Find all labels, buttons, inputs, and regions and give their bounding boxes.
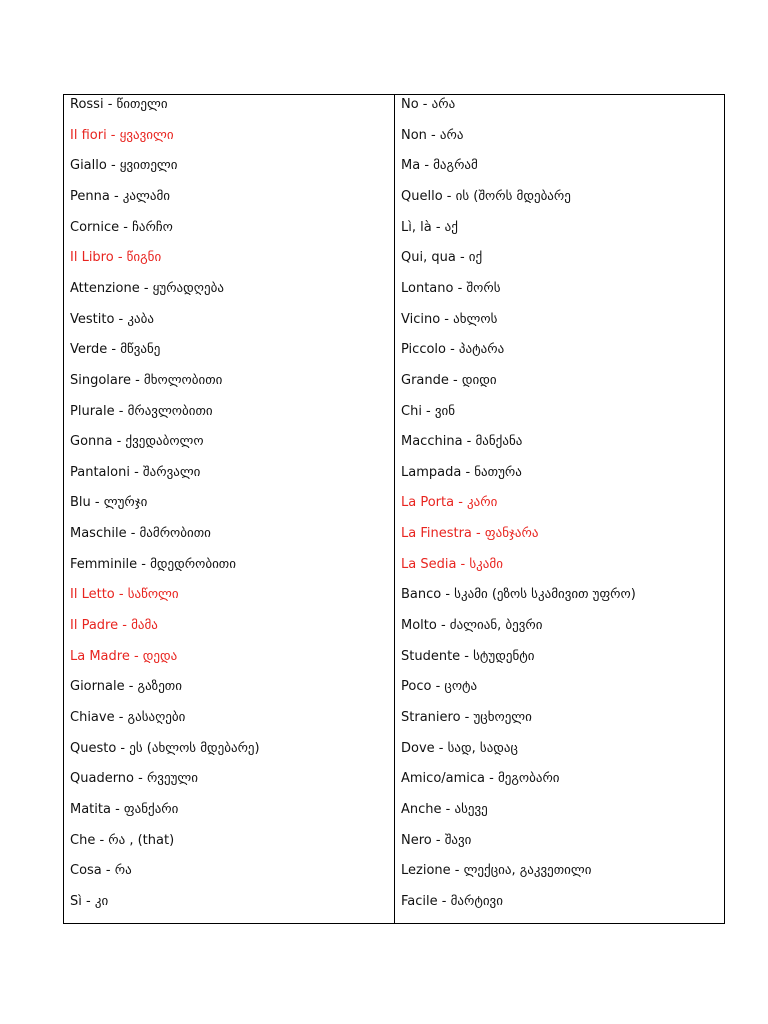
vocab-entry: Giornale - გაზეთი [70,679,182,695]
vocab-entry: Matita - ფანქარი [70,801,179,817]
vocab-entry: Lontano - შორს [401,280,501,296]
vocab-entry: Studente - სტუდენტი [401,648,535,664]
vocab-entry: Chi - ვინ [401,403,456,419]
vocab-entry: Nero - შავი [401,832,472,848]
vocab-entry: Giallo - ყვითელი [70,158,178,174]
vocab-entry: Questo - ეს (ახლოს მდებარე) [70,740,260,756]
vocab-entry: Poco - ცოტა [401,679,478,695]
vocab-entry: Singolare - მხოლობითი [70,372,223,388]
vocab-entry: Piccolo - პატარა [401,342,505,358]
vocab-entry: Vicino - ახლოს [401,311,498,327]
vocab-entry: Che - რა , (that) [70,832,175,848]
vocab-entry: Lezione - ლექცია, გაკვეთილი [401,863,592,879]
vocab-entry: Non - არა [401,127,464,143]
vocab-entry: Sì - კი [70,893,109,909]
vocab-entry: Amico/amica - მეგობარი [401,771,560,787]
vocab-entry: Dove - სად, სადაც [401,740,518,756]
vocab-entry: Molto - ძალიან, ბევრი [401,618,543,634]
vocab-entry: Il Letto - საწოლი [70,587,179,603]
vocab-entry: Quello - ის (შორს მდებარე [401,188,571,204]
vocab-entry: Il Libro - წიგნი [70,250,162,266]
vocab-entry: Il Padre - მამა [70,618,158,634]
left-column [64,95,395,923]
vocab-entry: Quaderno - რვეული [70,771,198,787]
vocab-entry: La Sedia - სკამი [401,556,503,572]
vocab-entry: La Finestra - ფანჯარა [401,526,539,542]
vocab-entry: Facile - მარტივი [401,893,503,909]
vocab-entry: Cornice - ჩარჩო [70,219,173,235]
vocab-entry: Blu - ლურჯი [70,495,148,511]
vocab-entry: Pantaloni - შარვალი [70,464,201,480]
vocabulary-table [63,94,725,924]
vocab-entry: Qui, qua - იქ [401,250,483,266]
vocab-entry: Verde - მწვანე [70,342,161,358]
vocab-entry: Lì, là - აქ [401,219,458,235]
vocab-entry: Macchina - მანქანა [401,434,523,450]
vocab-entry: Gonna - ქვედაბოლო [70,434,204,450]
vocab-entry: Straniero - უცხოელი [401,710,532,725]
vocab-entry: Penna - კალამი [70,188,170,204]
vocab-entry: Chiave - გასაღები [70,710,186,725]
vocab-entry: Anche - ასევე [401,801,488,817]
vocab-entry: Banco - სკამი (ეზოს სკამივით უფრო) [401,587,636,603]
vocab-entry: Cosa - რა [70,863,132,879]
vocab-entry: Femminile - მდედრობითი [70,556,236,572]
vocab-entry: Plurale - მრავლობითი [70,403,213,419]
vocab-entry: Il fiori - ყვავილი [70,127,174,143]
vocab-entry: Ma - მაგრამ [401,158,478,174]
vocab-entry: No - არა [401,97,456,112]
right-column [395,95,724,923]
vocab-entry: Vestito - კაბა [70,311,154,327]
vocab-entry: Rossi - წითელი [70,97,168,112]
vocab-entry: Grande - დიდი [401,372,497,388]
vocab-entry: Attenzione - ყურადღება [70,280,224,296]
vocab-entry: Lampada - ნათურა [401,464,522,480]
vocab-entry: La Madre - დედა [70,648,178,664]
vocab-entry: Maschile - მამრობითი [70,526,211,542]
vocab-entry: La Porta - კარი [401,495,498,511]
